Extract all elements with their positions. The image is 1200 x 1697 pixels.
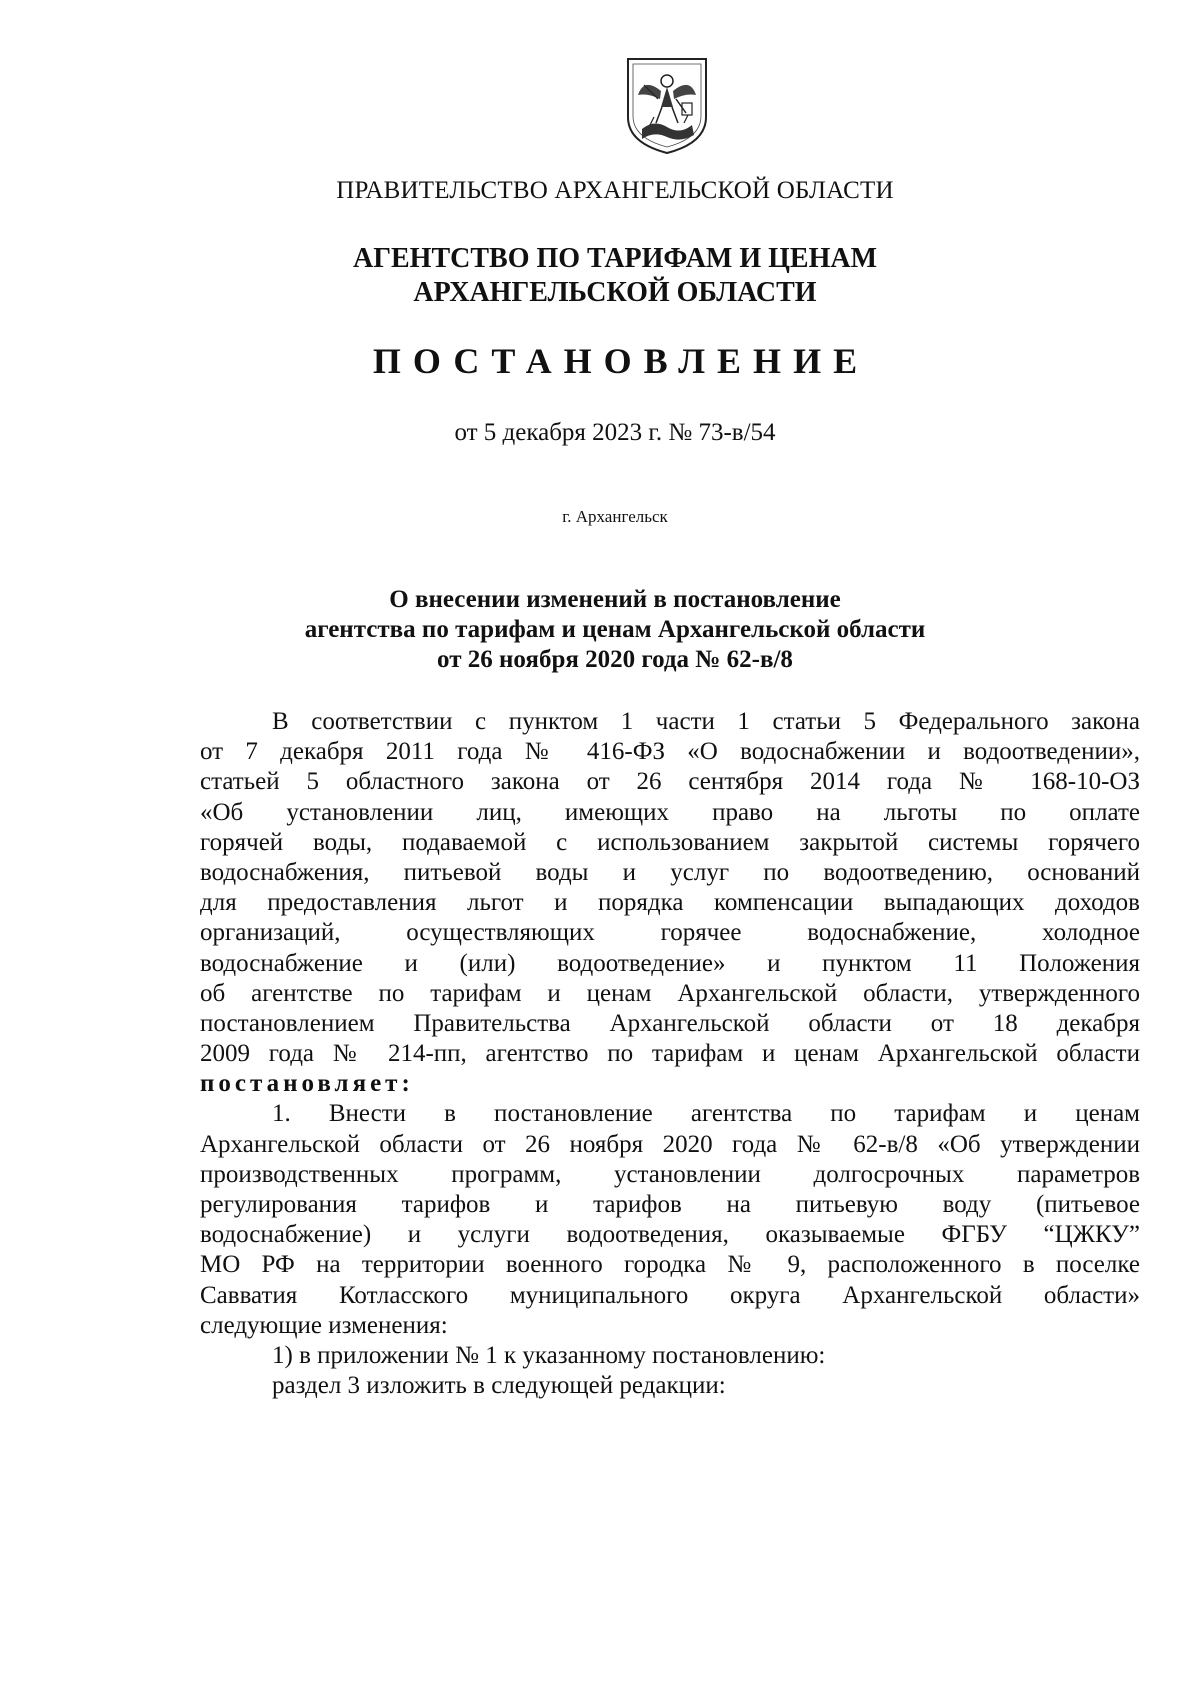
preamble-line: постановлением Правительства Архангельской области от 18 декабря: [200, 1009, 1140, 1037]
subject-line3: от 26 ноября 2020 года № 62-в/8: [437, 646, 793, 673]
preamble-line: водоснабжение и (или) водоотведение» и пунктом 11 Положения: [200, 949, 1140, 977]
subject-line1: О внесении изменений в постановление: [389, 586, 841, 613]
section3-line: раздел 3 изложить в следующей редакции:: [272, 1372, 726, 1400]
item1-line: следующие изменения:: [200, 1311, 448, 1339]
body-text: [200, 707, 1140, 1401]
government-title: ПРАВИТЕЛЬСТВО АРХАНГЕЛЬСКОЙ ОБЛАСТИ: [336, 177, 894, 204]
subitem1-line: 1) в приложении № 1 к указанному постановлению:: [272, 1341, 826, 1369]
preamble-line: от 7 декабря 2011 года № 416-ФЗ «О водоснабжении и водоотведении»,: [200, 738, 1140, 766]
preamble-line: для предоставления льгот и порядка компенсации выпадающих доходов: [200, 889, 1140, 917]
document-date-number: от 5 декабря 2023 г. № 73-в/54: [454, 419, 776, 446]
resolves-word: постановляет:: [200, 1070, 414, 1098]
preamble-line: статьей 5 областного закона от 26 сентября 2014 года № 168-10-ОЗ: [200, 768, 1140, 796]
item1-line: 1. Внести в постановление агентства по тарифам и ценам: [272, 1100, 1140, 1128]
preamble-line: В соответствии с пунктом 1 части 1 статьи 5 Федерального закона: [272, 708, 1140, 735]
preamble-line: организаций, осуществляющих горячее водоснабжение, холодное: [200, 919, 1140, 947]
item1-line: производственных программ, установлении долгосрочных параметров: [200, 1160, 1140, 1188]
item1-line: регулирования тарифов и тарифов на питьевую воду (питьевое: [200, 1191, 1140, 1218]
item1-line: Савватия Котласского муниципального округа Архангельской области»: [200, 1281, 1140, 1309]
agency-title-line1: АГЕНТСТВО ПО ТАРИФАМ И ЦЕНАМ: [352, 243, 878, 274]
coat-of-arms-emblem: [624, 55, 710, 157]
preamble-line: горячей воды, подаваемой с использованием закрытой системы горячего: [200, 828, 1140, 856]
item1-line: водоснабжение) и услуги водоотведения, оказываемые ФГБУ “ЦЖКУ”: [200, 1221, 1140, 1249]
document-type: ПОСТАНОВЛЕНИЕ: [372, 341, 870, 381]
preamble-line: «Об установлении лиц, имеющих право на льготы по оплате: [200, 798, 1140, 826]
preamble-line: 2009 года № 214-пп, агентство по тарифам и ценам Архангельской области: [200, 1040, 1140, 1068]
agency-title-line2: АРХАНГЕЛЬСКОЙ ОБЛАСТИ: [413, 277, 817, 308]
item1-line: МО РФ на территории военного городка № 9, расположенного в поселке: [200, 1251, 1140, 1279]
preamble-line: об агентстве по тарифам и ценам Архангельской области, утвержденного: [200, 979, 1140, 1007]
subject-line2: агентства по тарифам и ценам Архангельской области: [304, 616, 926, 643]
preamble-line: водоснабжения, питьевой воды и услуг по водоотведению, оснований: [200, 858, 1140, 886]
item1-line: Архангельской области от 26 ноября 2020 года № 62-в/8 «Об утверждении: [200, 1130, 1140, 1158]
document-city: г. Архангельск: [562, 507, 668, 526]
